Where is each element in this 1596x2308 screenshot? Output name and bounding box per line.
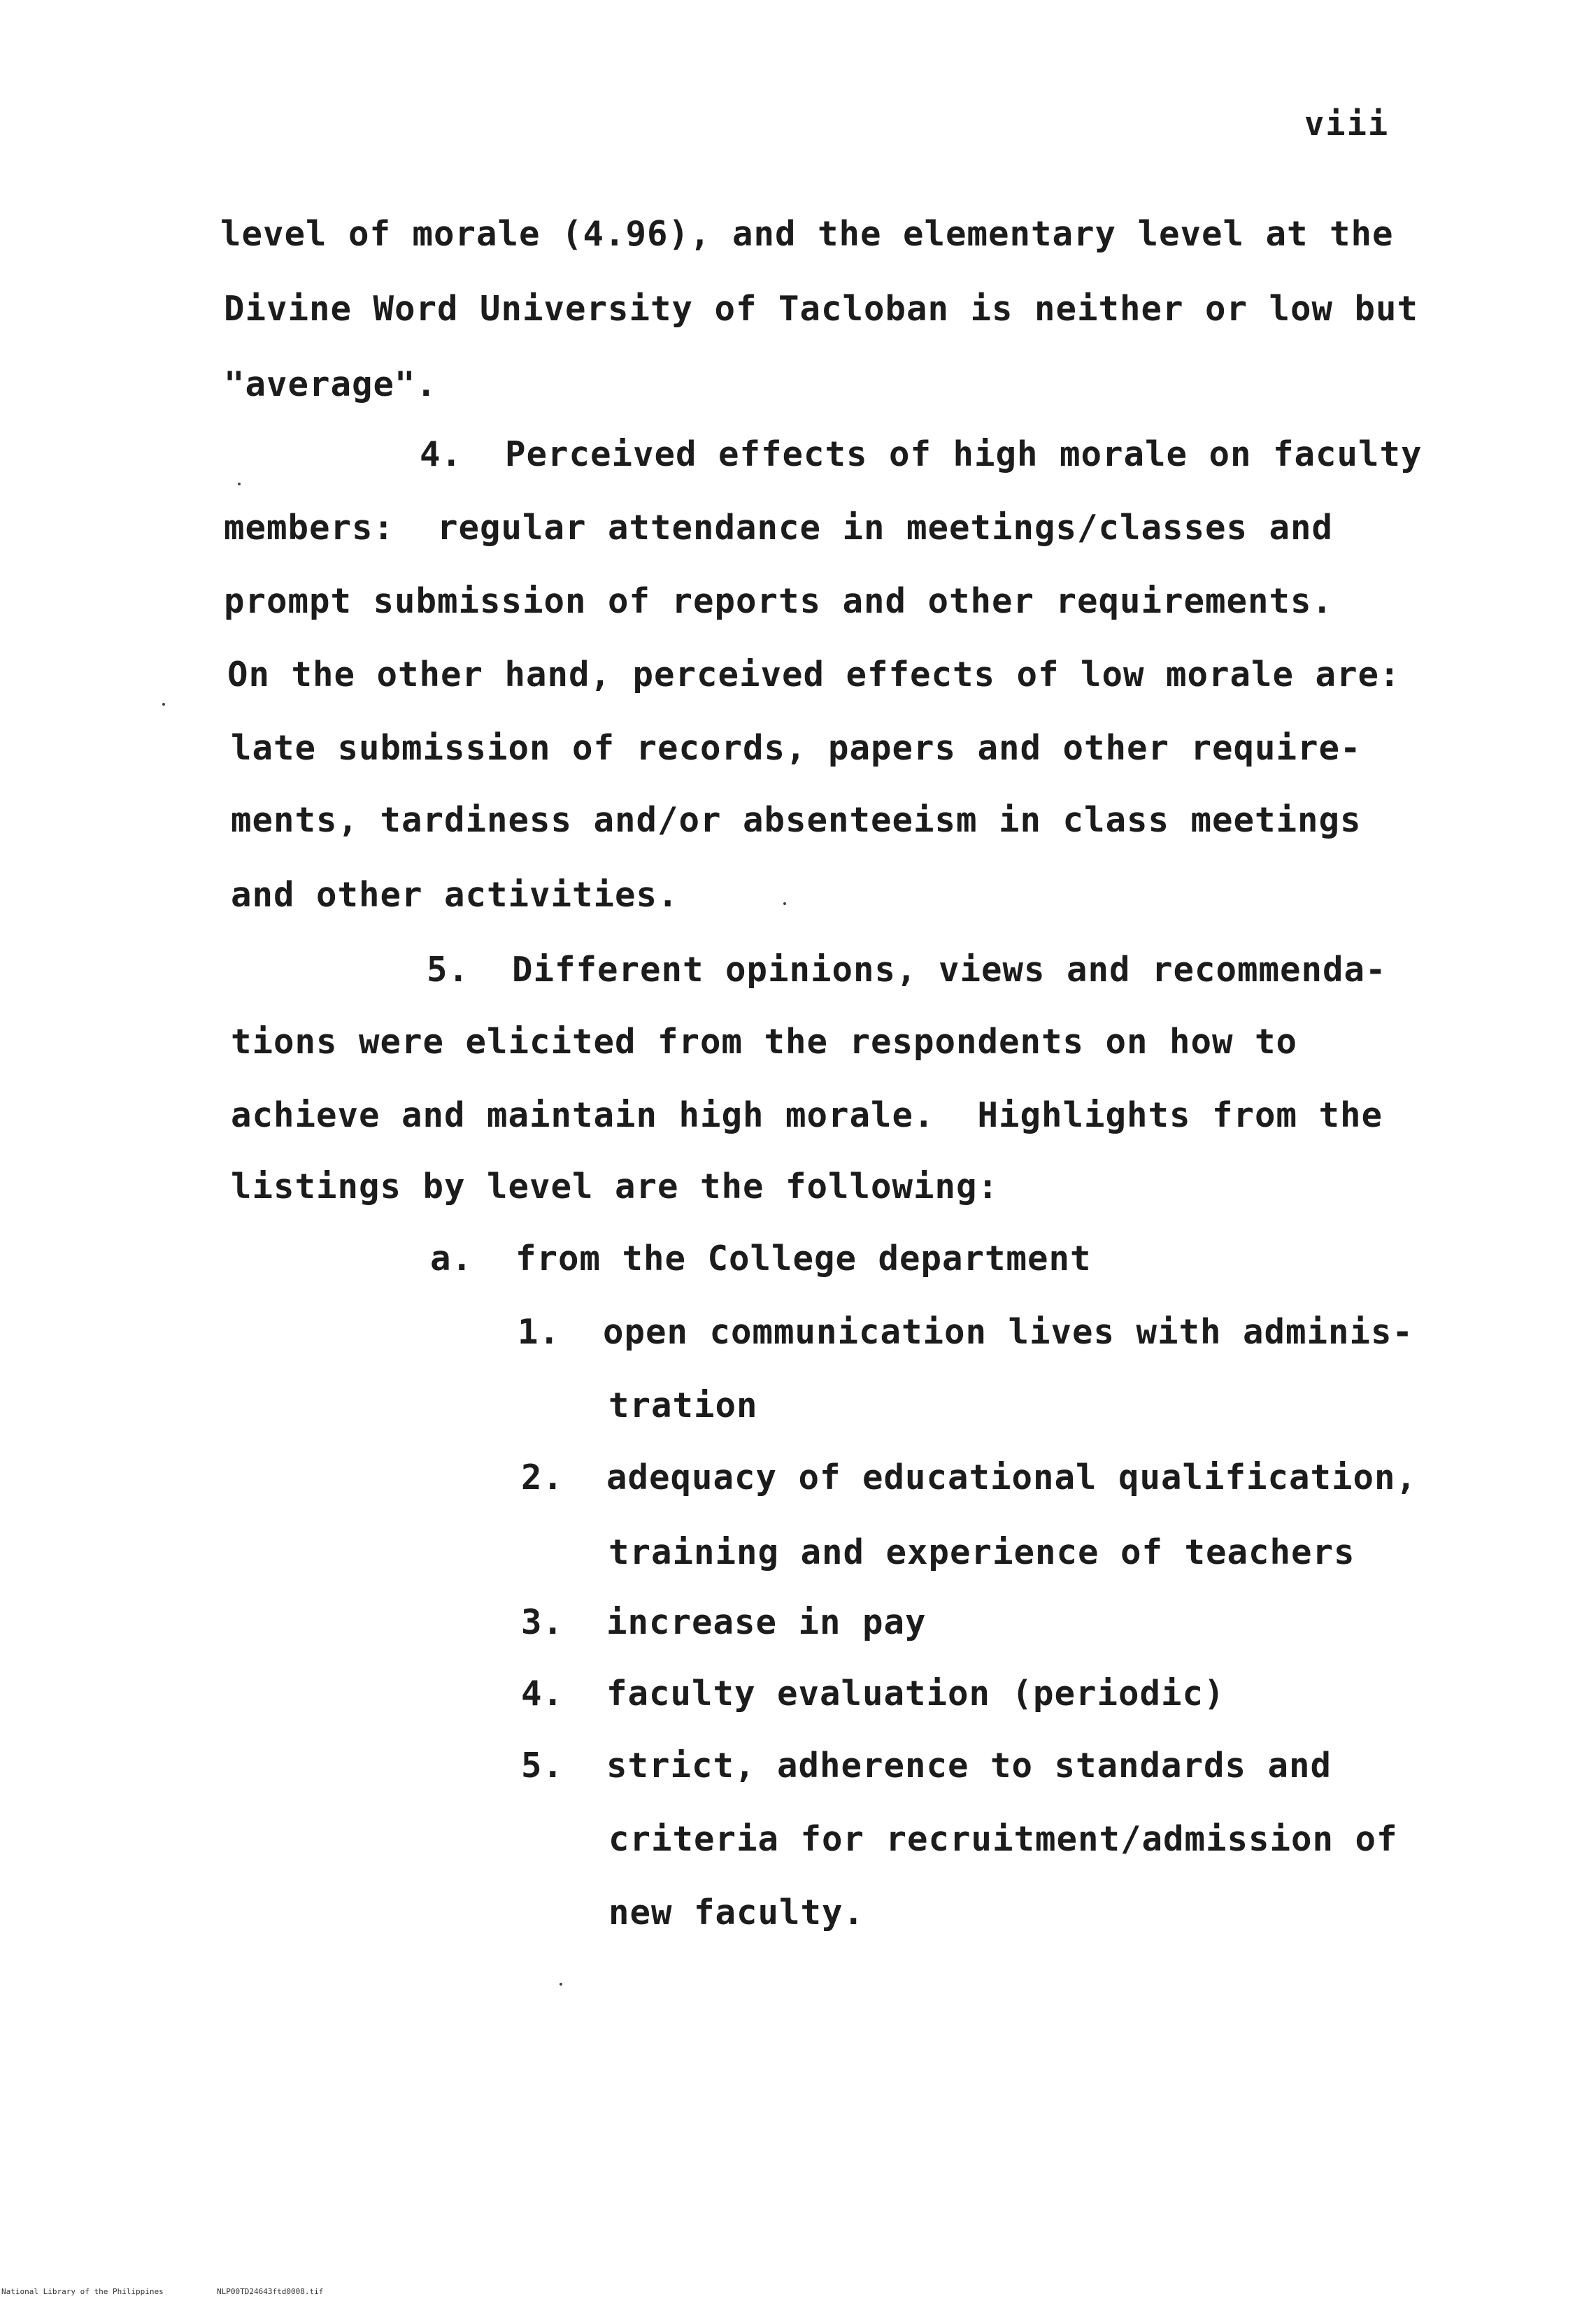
scan-speck xyxy=(162,703,165,706)
text-line-14: listings by level are the following: xyxy=(231,1167,999,1206)
text-line-11: 5. Different opinions, views and recommenda- xyxy=(427,950,1387,990)
list-heading-a: a. from the College department xyxy=(430,1239,1092,1278)
text-line-6: prompt submission of reports and other requirements. xyxy=(224,581,1334,621)
page-number: viii xyxy=(1304,105,1390,143)
list-item-5-continued-2: new faculty. xyxy=(608,1893,865,1932)
scan-speck xyxy=(238,483,241,485)
text-line-3: "average". xyxy=(224,364,438,404)
list-item-1-continued: tration xyxy=(608,1385,758,1425)
text-line-1: level of morale (4.96), and the elementary level at the xyxy=(220,214,1394,254)
text-line-4: 4. Perceived effects of high morale on faculty xyxy=(420,434,1423,474)
text-line-8: late submission of records, papers and other require- xyxy=(231,728,1362,768)
list-item-1: 1. open communication lives with adminis- xyxy=(518,1312,1414,1352)
text-line-13: achieve and maintain high morale. Highlights from the xyxy=(231,1095,1383,1135)
text-line-10: and other activities. xyxy=(231,875,679,915)
list-item-2-continued: training and experience of teachers xyxy=(608,1532,1355,1572)
scan-speck xyxy=(783,902,786,905)
scan-speck xyxy=(560,1983,562,1986)
list-item-2: 2. adequacy of educational qualification, xyxy=(521,1458,1418,1497)
list-item-3: 3. increase in pay xyxy=(521,1602,927,1642)
text-line-12: tions were elicited from the respondents on how to xyxy=(231,1022,1298,1062)
list-item-5: 5. strict, adherence to standards and xyxy=(521,1746,1332,1786)
footer-filename: NLP00TD24643ftd0008.tif xyxy=(217,2287,324,2296)
text-line-7: On the other hand, perceived effects of low morale are: xyxy=(227,655,1401,694)
text-line-2: Divine Word University of Tacloban is neither or low but xyxy=(224,289,1419,329)
list-item-5-continued: criteria for recruitment/admission of xyxy=(608,1819,1398,1859)
text-line-9: ments, tardiness and/or absenteeism in class meetings xyxy=(231,800,1362,840)
list-item-4: 4. faculty evaluation (periodic) xyxy=(521,1674,1225,1714)
footer-source: National Library of the Philippines xyxy=(1,2287,164,2296)
text-line-5: members: regular attendance in meetings/classes and xyxy=(224,508,1334,548)
